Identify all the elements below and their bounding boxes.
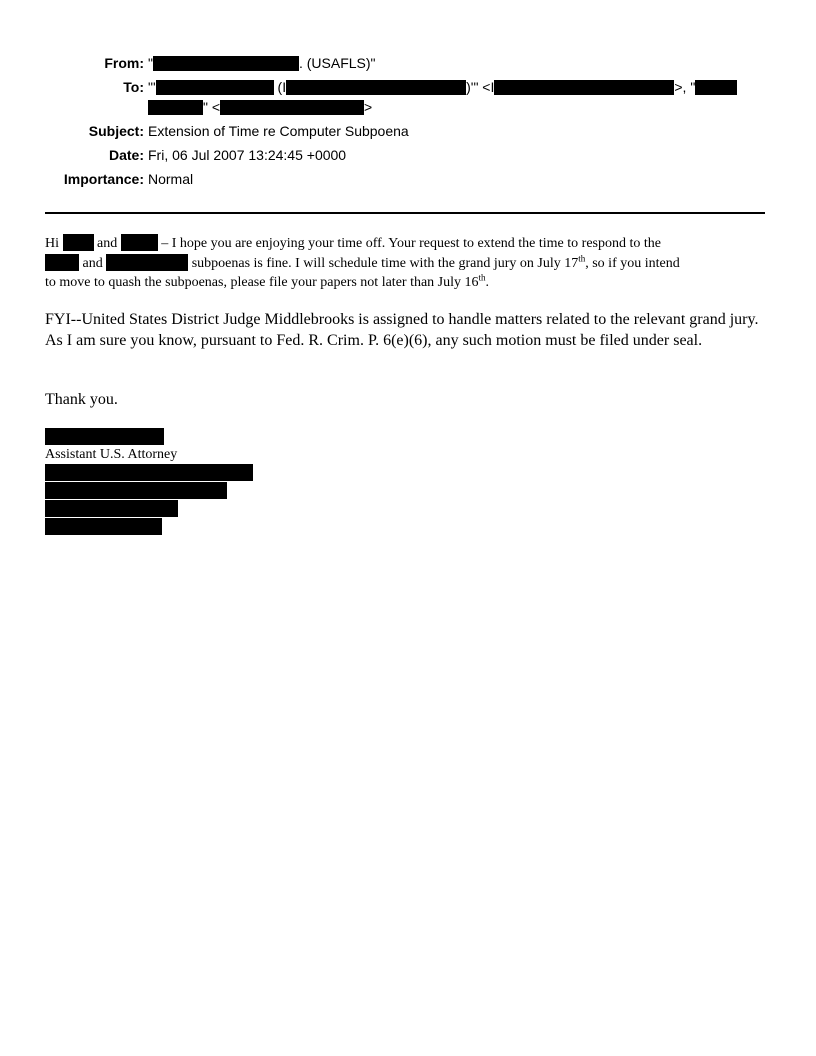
header-divider — [45, 212, 765, 214]
redaction-box — [148, 100, 203, 115]
to-value-line1 — [148, 79, 737, 95]
text-segment: to move to quash the subpoenas, please file your papers not later than July 16 — [45, 275, 479, 290]
redaction-box — [45, 464, 253, 481]
redaction-box — [121, 234, 158, 251]
to-part-2: (I — [277, 79, 287, 95]
message-closing: Thank you. — [45, 391, 118, 408]
redaction-box — [153, 56, 299, 71]
from-label: From: — [104, 55, 144, 71]
subject-value: Extension of Time re Computer Subpoena — [148, 123, 409, 139]
redaction-box — [45, 500, 178, 517]
to-label: To: — [123, 79, 144, 95]
text-segment: Hi — [45, 236, 59, 251]
importance-value: Normal — [148, 171, 194, 187]
redaction-box — [45, 518, 162, 535]
to-part-1: "' — [148, 79, 156, 95]
redaction-box — [106, 254, 188, 271]
signature-title: Assistant U.S. Attorney — [45, 447, 178, 462]
to-part-4: >, " — [674, 79, 696, 95]
redaction-box — [695, 80, 737, 95]
redaction-box — [45, 254, 79, 271]
text-segment: . — [485, 275, 490, 290]
text-segment: , so if you intend — [585, 255, 680, 271]
from-prefix: " — [148, 55, 153, 71]
message-paragraph-1 — [45, 234, 770, 293]
to-part-5: " < — [203, 99, 221, 115]
redaction-box — [286, 80, 466, 95]
superscript: th — [578, 252, 586, 263]
date-label: Date: — [108, 147, 144, 163]
text-segment: and — [97, 236, 118, 251]
to-part-3: )'" <I — [466, 79, 495, 95]
importance-label: Importance: — [63, 171, 144, 187]
subject-label: Subject: — [88, 123, 144, 139]
superscript: th — [478, 272, 486, 283]
to-value-line2 — [148, 99, 372, 115]
text-segment: – I hope you are enjoying your time off. Your request to extend the time to respond to the — [161, 236, 661, 251]
redaction-box — [45, 428, 164, 445]
redaction-box — [220, 100, 364, 115]
redaction-box — [45, 482, 227, 499]
redaction-box — [63, 234, 94, 251]
to-part-6: > — [364, 99, 373, 115]
text-segment: subpoenas is fine. I will schedule time with the grand jury on July 17 — [191, 255, 579, 271]
text-segment: and — [82, 255, 103, 271]
from-suffix: . (USAFLS)" — [298, 55, 376, 71]
from-value — [148, 55, 376, 71]
date-value: Fri, 06 Jul 2007 13:24:45 +0000 — [148, 147, 347, 163]
email-header — [0, 0, 816, 200]
redaction-box — [494, 80, 674, 95]
redaction-box — [156, 80, 274, 95]
message-paragraph-2: FYI--United States District Judge Middlebrooks is assigned to handle matters related to the relevant grand jury. As I am sure you know, pursuant to Fed. R. Crim. P. 6(e)(6), any such motion must be filed under seal. — [45, 311, 759, 349]
